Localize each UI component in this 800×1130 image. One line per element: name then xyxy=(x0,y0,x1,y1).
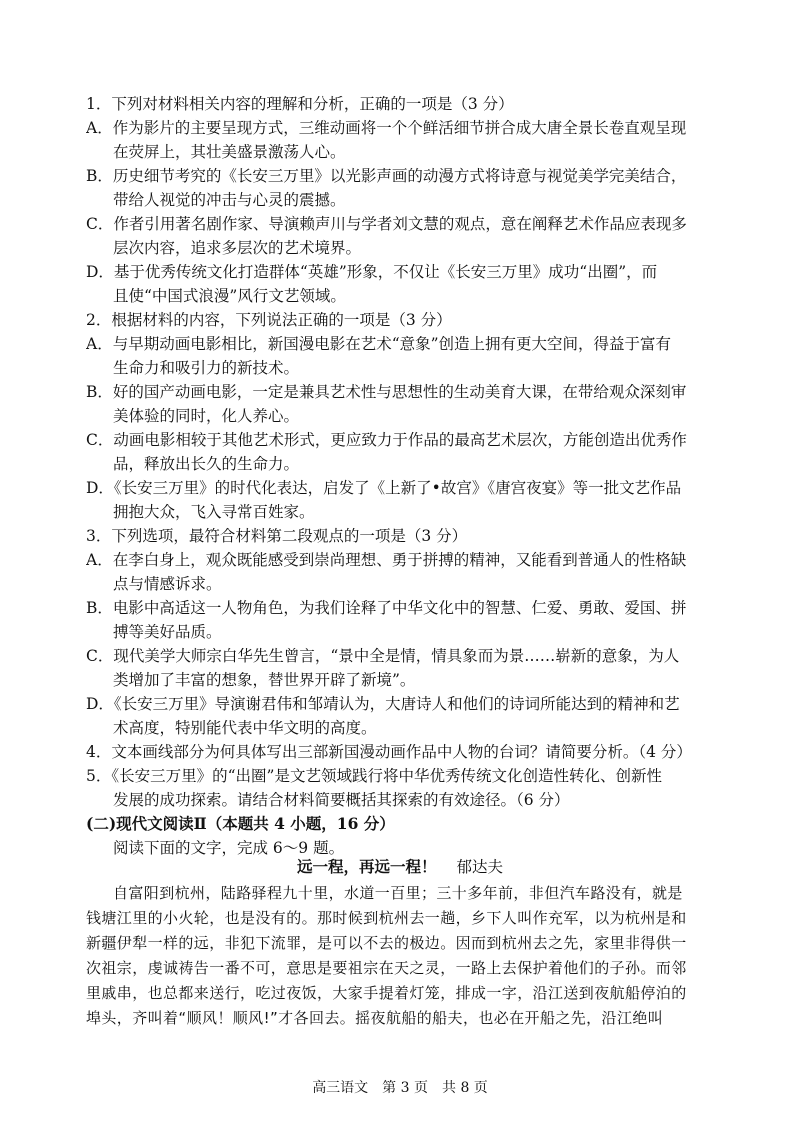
question-5-stem: 5．《长安三万里》的“出圈”是文艺领域践行将中华优秀传统文化创造性转化、创新性 xyxy=(86,767,662,785)
q3-option-b-cont: 搏等美好品质。 xyxy=(113,623,222,641)
q3-option-c: C．现代美学大师宗白华先生曾言，“景中全是情，情具象而为景……崭新的意象，为人 xyxy=(86,647,680,665)
q2-option-a: A．与早期动画电影相比，新国漫电影在艺术“意象”创造上拥有更大空间，得益于富有 xyxy=(86,335,672,353)
passage-paragraph-line: 里戚串，也总都来送行，吃过夜饭，大家手提着灯笼，排成一字，沿江送到夜航船停泊的 xyxy=(86,984,687,1002)
question-5-stem-cont: 发展的成功探索。请结合材料简要概括其探索的有效途径。（6 分） xyxy=(113,791,570,809)
q3-option-a: A．在李白身上，观众既能感受到崇尚理想、勇于拼搏的精神，又能看到普通人的性格缺 xyxy=(86,551,687,569)
q2-option-d: D．《长安三万里》的时代化表达，启发了《上新了•故宫》《唐宫夜宴》等一批文艺作品 xyxy=(86,479,682,497)
q3-option-d-cont: 术高度，特别能代表中华文明的高度。 xyxy=(113,719,377,737)
q2-option-a-cont: 生命力和吸引力的新技术。 xyxy=(113,359,300,377)
section-heading: (二)现代文阅读Ⅱ（本题共 4 小题，16 分） xyxy=(86,814,395,833)
q2-option-c-cont: 品，释放出长久的生命力。 xyxy=(113,455,300,473)
question-1-stem: 1．下列对材料相关内容的理解和分析，正确的一项是（3 分） xyxy=(86,95,514,113)
q1-option-b: B．历史细节考究的《长安三万里》以光影声画的动漫方式将诗意与视觉美学完美结合， xyxy=(86,167,687,185)
question-3-stem: 3．下列选项，最符合材料第二段观点的一项是（3 分） xyxy=(86,527,468,545)
section-instruction: 阅读下面的文字，完成 6～9 题。 xyxy=(113,839,345,857)
q1-option-a: A．作为影片的主要呈现方式，三维动画将一个个鲜活细节拼合成大唐全景长卷直观呈现 xyxy=(86,119,687,137)
q2-option-d-cont: 拥抱大众，飞入寻常百姓家。 xyxy=(113,503,315,521)
q2-option-b-cont: 美体验的同时，化人养心。 xyxy=(113,407,300,425)
passage-title xyxy=(0,855,800,877)
passage-author: 郁达夫 xyxy=(456,858,504,876)
q3-option-a-cont: 点与情感诉求。 xyxy=(113,575,222,593)
q1-option-d-cont: 且使“中国式浪漫”风行文艺领域。 xyxy=(113,287,346,305)
q1-option-d: D．基于优秀传统文化打造群体“英雄”形象，不仅让《长安三万里》成功“出圈”，而 xyxy=(86,263,658,281)
q3-option-b: B．电影中高适这一人物角色，为我们诠释了中华文化中的智慧、仁爱、勇敢、爱国、拼 xyxy=(86,599,687,617)
page-footer: 高三语文 第 3 页 共 8 页 xyxy=(312,1080,488,1096)
q1-option-a-cont: 在荧屏上，其壮美盛景激荡人心。 xyxy=(113,143,346,161)
q2-option-c: C．动画电影相较于其他艺术形式，更应致力于作品的最高艺术层次，方能创造出优秀作 xyxy=(86,431,687,449)
question-4-stem: 4．文本画线部分为何具体写出三部新国漫动画作品中人物的台词？请简要分析。（4 分） xyxy=(86,743,692,761)
passage-paragraph-line: 次祖宗，虔诚祷告一番不可，意思是要祖宗在天之灵，一路上去保护着他们的子孙。而邻 xyxy=(86,959,687,977)
question-2-stem: 2．根据材料的内容，下列说法正确的一项是（3 分） xyxy=(86,311,452,329)
q1-option-c: C．作者引用著名剧作家、导演赖声川与学者刘文慧的观点，意在阐释艺术作品应表现多 xyxy=(86,215,687,233)
passage-paragraph-line: 自富阳到杭州，陆路驿程九十里，水道一百里；三十多年前，非但汽车路没有，就是 xyxy=(113,884,683,902)
passage-paragraph-line: 埠头，齐叫着“顺风！顺风!”才各回去。摇夜航船的船夫，也必在开船之先，沿江绝叫 xyxy=(86,1009,664,1027)
passage-paragraph-line: 新疆伊犁一样的远，非犯下流罪，是可以不去的极边。因而到杭州去之先，家里非得供一 xyxy=(86,934,687,952)
q1-option-c-cont: 层次内容，追求多层次的艺术境界。 xyxy=(113,239,362,257)
q3-option-d: D．《长安三万里》导演谢君伟和邹靖认为，大唐诗人和他们的诗词所能达到的精神和艺 xyxy=(86,695,680,713)
q3-option-c-cont: 类增加了丰富的想象，替世界开辟了新境”。 xyxy=(113,671,416,689)
q2-option-b: B．好的国产动画电影，一定是兼具艺术性与思想性的生动美育大课，在带给观众深刻审 xyxy=(86,383,687,401)
passage-title-text: 远一程，再远一程！ xyxy=(296,857,437,876)
passage-paragraph-line: 钱塘江里的小火轮，也是没有的。那时候到杭州去一趟，乡下人叫作充军，以为杭州是和 xyxy=(86,909,687,927)
q1-option-b-cont: 带给人视觉的冲击与心灵的震撼。 xyxy=(113,191,346,209)
